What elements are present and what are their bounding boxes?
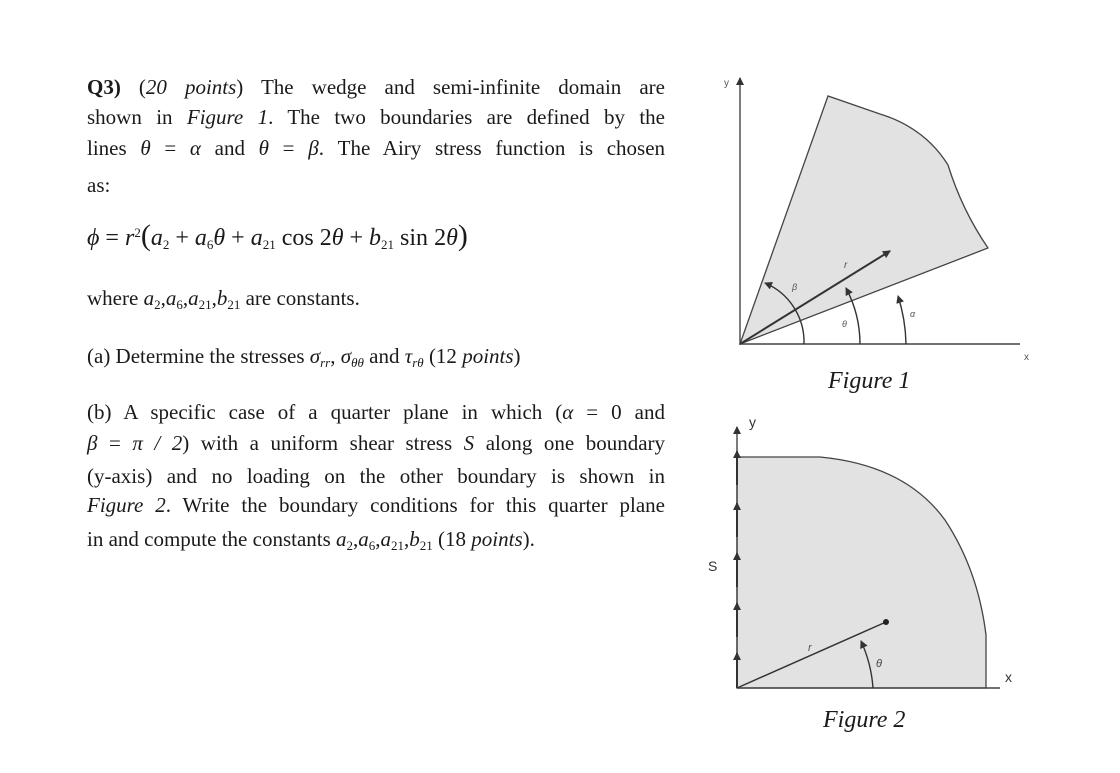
- figure2-s-label: S: [708, 558, 718, 574]
- figure1-beta-label: β: [792, 282, 798, 292]
- figure2-caption: Figure 2: [823, 707, 906, 733]
- part-b-line-4: Figure 2. Write the boundary conditions for this quarter plane: [87, 493, 665, 517]
- figure2-theta-label: θ: [876, 658, 882, 670]
- figure1-diagram: [720, 70, 1050, 370]
- part-b-line-1: (b) A specific case of a quarter plane in which (α = 0 and: [87, 400, 666, 424]
- figure1-y-label: y: [724, 78, 729, 89]
- figure1-alpha-arc: [898, 296, 906, 344]
- figure1-alpha-label: α: [910, 309, 916, 319]
- figure1-x-label: x: [1024, 352, 1029, 363]
- figure2-y-label: y: [749, 414, 756, 430]
- quarter-plane-region: [737, 457, 986, 688]
- wedge-region: [740, 96, 988, 344]
- question-points: 20 points: [145, 75, 237, 99]
- part-b-line-5: in and compute the constants $a_2,a_6,a_{21},b_{21}$ (18 points).: [87, 527, 535, 553]
- figure2-point: [883, 619, 889, 625]
- part-b-line-2: β = π / 2) with a uniform shear stress S along one boundary: [87, 431, 666, 455]
- question-label: Q3): [87, 75, 121, 99]
- part-b-line-3: (y-axis) and no loading on the other boundary is shown in: [87, 464, 665, 488]
- figure2-diagram: [700, 405, 1040, 700]
- question-line-1: Q3) (20 points) The wedge and semi-infinite domain are: [87, 75, 665, 99]
- airy-stress-equation: $\phi = r^2(a_2 + a_6\theta + a_{21}$ $\cos 2\theta + b_{21}$ sin 2θ): [87, 219, 468, 252]
- where-constants-line: where $a_2,a_6,a_{21},b_{21}$ are constants.: [87, 286, 360, 312]
- figure1-caption: Figure 1: [828, 368, 911, 394]
- figure1-theta-label: θ: [842, 319, 847, 329]
- figure2-r-label: r: [808, 642, 812, 654]
- figure2-x-label: x: [1005, 669, 1012, 685]
- question-line-2: shown in Figure 1. The two boundaries are defined by the: [87, 105, 665, 129]
- figure1-reference: Figure 1: [186, 105, 269, 129]
- question-line-3: lines θ = α and θ = β. The Airy stress function is chosen: [87, 136, 666, 160]
- figure1-r-label: r: [844, 260, 848, 271]
- question-line-4: as:: [87, 173, 111, 197]
- part-a-line: (a) Determine the stresses $\sigma_{rr}$, $\sigma_{\theta\theta}$ and $\tau_{r\theta}$ (12 points): [87, 344, 521, 370]
